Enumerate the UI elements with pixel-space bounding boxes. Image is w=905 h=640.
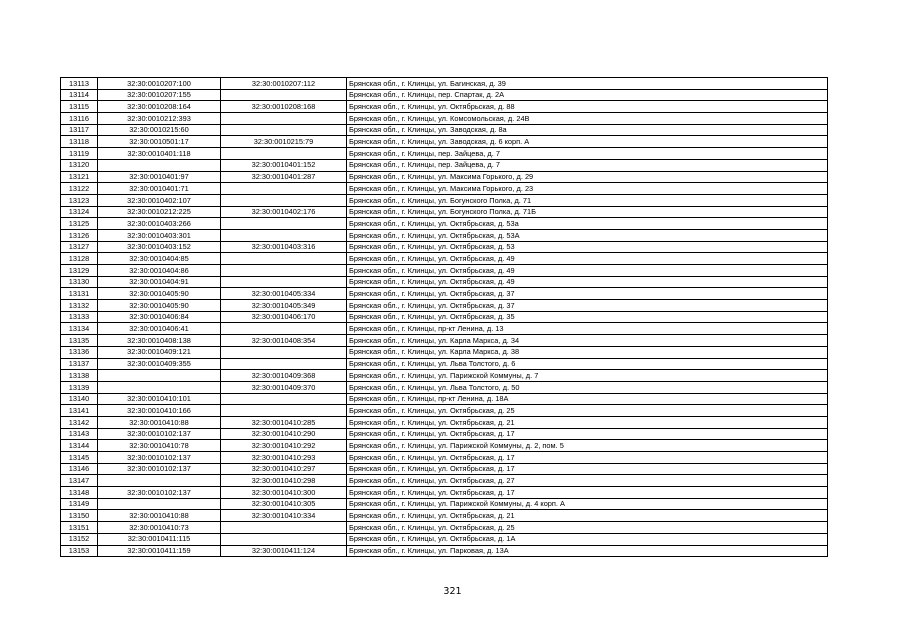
table-row xyxy=(61,428,828,440)
address-cell: Брянская обл., г. Клинцы, ул. Октябрьская, д. 25 xyxy=(347,405,828,417)
record-number-cell: 13129 xyxy=(61,265,98,277)
parcel-cadastral-number-cell: 32:30:0010409:355 xyxy=(98,358,221,370)
parcel-cadastral-number-cell: 32:30:0010410:101 xyxy=(98,393,221,405)
record-number-cell: 13134 xyxy=(61,323,98,335)
record-number-cell: 13140 xyxy=(61,393,98,405)
address-cell: Брянская обл., г. Клинцы, ул. Октябрьская, д. 25 xyxy=(347,522,828,534)
table-row xyxy=(61,405,828,417)
record-number-cell: 13116 xyxy=(61,113,98,125)
address-cell: Брянская обл., г. Клинцы, ул. Парковая, д. 13А xyxy=(347,545,828,557)
parcel-cadastral-number-cell: 32:30:0010212:225 xyxy=(98,206,221,218)
record-number-cell: 13132 xyxy=(61,300,98,312)
parcel-cadastral-number-cell xyxy=(98,475,221,487)
table-row xyxy=(61,452,828,464)
building-cadastral-number-cell xyxy=(221,533,347,545)
table-row xyxy=(61,323,828,335)
parcel-cadastral-number-cell: 32:30:0010402:107 xyxy=(98,194,221,206)
building-cadastral-number-cell: 32:30:0010410:285 xyxy=(221,416,347,428)
table-row xyxy=(61,229,828,241)
parcel-cadastral-number-cell: 32:30:0010403:266 xyxy=(98,218,221,230)
record-number-cell: 13147 xyxy=(61,475,98,487)
record-number-cell: 13137 xyxy=(61,358,98,370)
record-number-cell: 13133 xyxy=(61,311,98,323)
address-cell: Брянская обл., г. Клинцы, ул. Октябрьская, д. 21 xyxy=(347,510,828,522)
table-row xyxy=(61,475,828,487)
address-cell: Брянская обл., г. Клинцы, ул. Октябрьская, д. 35 xyxy=(347,311,828,323)
parcel-cadastral-number-cell: 32:30:0010410:88 xyxy=(98,510,221,522)
parcel-cadastral-number-cell: 32:30:0010410:73 xyxy=(98,522,221,534)
parcel-cadastral-number-cell: 32:30:0010406:41 xyxy=(98,323,221,335)
building-cadastral-number-cell: 32:30:0010410:334 xyxy=(221,510,347,522)
table-row xyxy=(61,498,828,510)
parcel-cadastral-number-cell: 32:30:0010405:90 xyxy=(98,300,221,312)
record-number-cell: 13141 xyxy=(61,405,98,417)
record-number-cell: 13115 xyxy=(61,101,98,113)
record-number-cell: 13150 xyxy=(61,510,98,522)
record-number-cell: 13118 xyxy=(61,136,98,148)
record-number-cell: 13114 xyxy=(61,89,98,101)
building-cadastral-number-cell: 32:30:0010408:354 xyxy=(221,335,347,347)
address-cell: Брянская обл., г. Клинцы, ул. Октябрьская, д. 37 xyxy=(347,300,828,312)
address-cell: Брянская обл., г. Клинцы, ул. Октябрьская, д. 53А xyxy=(347,229,828,241)
parcel-cadastral-number-cell: 32:30:0010403:152 xyxy=(98,241,221,253)
parcel-cadastral-number-cell xyxy=(98,370,221,382)
address-cell: Брянская обл., г. Клинцы, ул. Карла Маркса, д. 34 xyxy=(347,335,828,347)
building-cadastral-number-cell: 32:30:0010405:334 xyxy=(221,288,347,300)
table-row xyxy=(61,101,828,113)
building-cadastral-number-cell xyxy=(221,393,347,405)
table-row xyxy=(61,113,828,125)
table-row xyxy=(61,346,828,358)
record-number-cell: 13152 xyxy=(61,533,98,545)
building-cadastral-number-cell xyxy=(221,124,347,136)
address-cell: Брянская обл., г. Клинцы, пр-кт Ленина, д. 13 xyxy=(347,323,828,335)
building-cadastral-number-cell: 32:30:0010409:370 xyxy=(221,381,347,393)
record-number-cell: 13123 xyxy=(61,194,98,206)
building-cadastral-number-cell xyxy=(221,113,347,125)
record-number-cell: 13119 xyxy=(61,148,98,160)
table-row xyxy=(61,487,828,499)
building-cadastral-number-cell xyxy=(221,218,347,230)
table-row xyxy=(61,300,828,312)
building-cadastral-number-cell xyxy=(221,148,347,160)
record-number-cell: 13127 xyxy=(61,241,98,253)
table-row xyxy=(61,194,828,206)
building-cadastral-number-cell: 32:30:0010410:293 xyxy=(221,452,347,464)
building-cadastral-number-cell xyxy=(221,276,347,288)
parcel-cadastral-number-cell: 32:30:0010411:159 xyxy=(98,545,221,557)
address-cell: Брянская обл., г. Клинцы, ул. Октябрьская, д. 37 xyxy=(347,288,828,300)
parcel-cadastral-number-cell: 32:30:0010404:91 xyxy=(98,276,221,288)
address-cell: Брянская обл., г. Клинцы, ул. Заводская, д. 6 корп. А xyxy=(347,136,828,148)
address-cell: Брянская обл., г. Клинцы, ул. Октябрьская, д. 17 xyxy=(347,463,828,475)
record-number-cell: 13121 xyxy=(61,171,98,183)
record-number-cell: 13136 xyxy=(61,346,98,358)
building-cadastral-number-cell: 32:30:0010207:112 xyxy=(221,78,347,90)
registry-table-body xyxy=(61,78,828,557)
table-row xyxy=(61,522,828,534)
address-cell: Брянская обл., г. Клинцы, ул. Карла Маркса, д. 38 xyxy=(347,346,828,358)
table-row xyxy=(61,440,828,452)
parcel-cadastral-number-cell: 32:30:0010208:164 xyxy=(98,101,221,113)
table-row xyxy=(61,218,828,230)
parcel-cadastral-number-cell: 32:30:0010102:137 xyxy=(98,463,221,475)
parcel-cadastral-number-cell: 32:30:0010501:17 xyxy=(98,136,221,148)
parcel-cadastral-number-cell: 32:30:0010409:121 xyxy=(98,346,221,358)
record-number-cell: 13125 xyxy=(61,218,98,230)
parcel-cadastral-number-cell: 32:30:0010405:90 xyxy=(98,288,221,300)
record-number-cell: 13128 xyxy=(61,253,98,265)
table-row xyxy=(61,416,828,428)
address-cell: Брянская обл., г. Клинцы, ул. Октябрьская, д. 17 xyxy=(347,487,828,499)
building-cadastral-number-cell: 32:30:0010411:124 xyxy=(221,545,347,557)
address-cell: Брянская обл., г. Клинцы, ул. Октябрьская, д. 53 xyxy=(347,241,828,253)
building-cadastral-number-cell: 32:30:0010409:368 xyxy=(221,370,347,382)
table-row xyxy=(61,78,828,90)
parcel-cadastral-number-cell: 32:30:0010207:155 xyxy=(98,89,221,101)
parcel-cadastral-number-cell xyxy=(98,159,221,171)
parcel-cadastral-number-cell: 32:30:0010207:100 xyxy=(98,78,221,90)
table-row xyxy=(61,463,828,475)
address-cell: Брянская обл., г. Клинцы, ул. Октябрьская, д. 49 xyxy=(347,253,828,265)
address-cell: Брянская обл., г. Клинцы, ул. Октябрьская, д. 21 xyxy=(347,416,828,428)
record-number-cell: 13146 xyxy=(61,463,98,475)
parcel-cadastral-number-cell: 32:30:0010410:166 xyxy=(98,405,221,417)
record-number-cell: 13153 xyxy=(61,545,98,557)
address-cell: Брянская обл., г. Клинцы, ул. Парижской Коммуны, д. 7 xyxy=(347,370,828,382)
table-row xyxy=(61,253,828,265)
address-cell: Брянская обл., г. Клинцы, ул. Льва Толстого, д. 50 xyxy=(347,381,828,393)
parcel-cadastral-number-cell: 32:30:0010102:137 xyxy=(98,428,221,440)
building-cadastral-number-cell: 32:30:0010402:176 xyxy=(221,206,347,218)
record-number-cell: 13149 xyxy=(61,498,98,510)
parcel-cadastral-number-cell xyxy=(98,498,221,510)
address-cell: Брянская обл., г. Клинцы, ул. Октябрьская, д. 88 xyxy=(347,101,828,113)
building-cadastral-number-cell xyxy=(221,253,347,265)
record-number-cell: 13120 xyxy=(61,159,98,171)
record-number-cell: 13113 xyxy=(61,78,98,90)
table-row xyxy=(61,265,828,277)
table-row xyxy=(61,159,828,171)
address-cell: Брянская обл., г. Клинцы, ул. Богунского Полка, д. 71Б xyxy=(347,206,828,218)
parcel-cadastral-number-cell: 32:30:0010410:88 xyxy=(98,416,221,428)
table-row xyxy=(61,370,828,382)
table-row xyxy=(61,381,828,393)
record-number-cell: 13151 xyxy=(61,522,98,534)
building-cadastral-number-cell xyxy=(221,265,347,277)
parcel-cadastral-number-cell: 32:30:0010411:115 xyxy=(98,533,221,545)
building-cadastral-number-cell xyxy=(221,323,347,335)
parcel-cadastral-number-cell: 32:30:0010404:86 xyxy=(98,265,221,277)
address-cell: Брянская обл., г. Клинцы, ул. Октябрьская, д. 49 xyxy=(347,276,828,288)
address-cell: Брянская обл., г. Клинцы, ул. Октябрьская, д. 1А xyxy=(347,533,828,545)
building-cadastral-number-cell xyxy=(221,194,347,206)
address-cell: Брянская обл., г. Клинцы, ул. Октябрьская, д. 17 xyxy=(347,452,828,464)
building-cadastral-number-cell xyxy=(221,229,347,241)
record-number-cell: 13126 xyxy=(61,229,98,241)
record-number-cell: 13122 xyxy=(61,183,98,195)
record-number-cell: 13138 xyxy=(61,370,98,382)
table-row xyxy=(61,171,828,183)
table-row xyxy=(61,533,828,545)
address-cell: Брянская обл., г. Клинцы, ул. Октябрьская, д. 17 xyxy=(347,428,828,440)
table-row xyxy=(61,89,828,101)
address-cell: Брянская обл., г. Клинцы, пер. Спартак, д. 2А xyxy=(347,89,828,101)
address-cell: Брянская обл., г. Клинцы, пр-кт Ленина, д. 18А xyxy=(347,393,828,405)
address-cell: Брянская обл., г. Клинцы, ул. Октябрьская, д. 49 xyxy=(347,265,828,277)
address-cell: Брянская обл., г. Клинцы, ул. Максима Горького, д. 29 xyxy=(347,171,828,183)
record-number-cell: 13117 xyxy=(61,124,98,136)
parcel-cadastral-number-cell: 32:30:0010408:138 xyxy=(98,335,221,347)
address-cell: Брянская обл., г. Клинцы, ул. Максима Горького, д. 23 xyxy=(347,183,828,195)
record-number-cell: 13131 xyxy=(61,288,98,300)
record-number-cell: 13143 xyxy=(61,428,98,440)
record-number-cell: 13145 xyxy=(61,452,98,464)
parcel-cadastral-number-cell xyxy=(98,381,221,393)
table-row xyxy=(61,288,828,300)
building-cadastral-number-cell: 32:30:0010410:298 xyxy=(221,475,347,487)
table-row xyxy=(61,276,828,288)
building-cadastral-number-cell xyxy=(221,183,347,195)
building-cadastral-number-cell: 32:30:0010410:305 xyxy=(221,498,347,510)
building-cadastral-number-cell xyxy=(221,358,347,370)
parcel-cadastral-number-cell: 32:30:0010410:78 xyxy=(98,440,221,452)
address-cell: Брянская обл., г. Клинцы, ул. Октябрьская, д. 53а xyxy=(347,218,828,230)
building-cadastral-number-cell xyxy=(221,346,347,358)
address-cell: Брянская обл., г. Клинцы, пер. Зайцева, д. 7 xyxy=(347,159,828,171)
record-number-cell: 13139 xyxy=(61,381,98,393)
building-cadastral-number-cell: 32:30:0010410:300 xyxy=(221,487,347,499)
parcel-cadastral-number-cell: 32:30:0010212:393 xyxy=(98,113,221,125)
record-number-cell: 13142 xyxy=(61,416,98,428)
table-row xyxy=(61,510,828,522)
building-cadastral-number-cell: 32:30:0010215:79 xyxy=(221,136,347,148)
parcel-cadastral-number-cell: 32:30:0010401:71 xyxy=(98,183,221,195)
record-number-cell: 13124 xyxy=(61,206,98,218)
record-number-cell: 13130 xyxy=(61,276,98,288)
table-row xyxy=(61,148,828,160)
record-number-cell: 13148 xyxy=(61,487,98,499)
building-cadastral-number-cell: 32:30:0010406:170 xyxy=(221,311,347,323)
address-cell: Брянская обл., г. Клинцы, ул. Парижской Коммуны, д. 2, пом. 5 xyxy=(347,440,828,452)
table-row xyxy=(61,335,828,347)
address-cell: Брянская обл., г. Клинцы, ул. Парижской Коммуны, д. 4 корп. А xyxy=(347,498,828,510)
building-cadastral-number-cell xyxy=(221,405,347,417)
parcel-cadastral-number-cell: 32:30:0010401:97 xyxy=(98,171,221,183)
building-cadastral-number-cell xyxy=(221,522,347,534)
address-cell: Брянская обл., г. Клинцы, ул. Заводская, д. 8а xyxy=(347,124,828,136)
building-cadastral-number-cell: 32:30:0010410:290 xyxy=(221,428,347,440)
building-cadastral-number-cell: 32:30:0010401:152 xyxy=(221,159,347,171)
address-cell: Брянская обл., г. Клинцы, ул. Льва Толстого, д. 6 xyxy=(347,358,828,370)
page-number: 321 xyxy=(443,586,462,597)
building-cadastral-number-cell: 32:30:0010403:316 xyxy=(221,241,347,253)
parcel-cadastral-number-cell: 32:30:0010102:137 xyxy=(98,452,221,464)
building-cadastral-number-cell: 32:30:0010410:292 xyxy=(221,440,347,452)
address-cell: Брянская обл., г. Клинцы, ул. Богунского Полка, д. 71 xyxy=(347,194,828,206)
address-cell: Брянская обл., г. Клинцы, ул. Комсомольская, д. 24В xyxy=(347,113,828,125)
table-row xyxy=(61,241,828,253)
parcel-cadastral-number-cell: 32:30:0010403:301 xyxy=(98,229,221,241)
building-cadastral-number-cell: 32:30:0010208:168 xyxy=(221,101,347,113)
table-row xyxy=(61,124,828,136)
building-cadastral-number-cell: 32:30:0010405:349 xyxy=(221,300,347,312)
parcel-cadastral-number-cell: 32:30:0010215:60 xyxy=(98,124,221,136)
parcel-cadastral-number-cell: 32:30:0010404:85 xyxy=(98,253,221,265)
table-row xyxy=(61,311,828,323)
building-cadastral-number-cell xyxy=(221,89,347,101)
parcel-cadastral-number-cell: 32:30:0010102:137 xyxy=(98,487,221,499)
building-cadastral-number-cell: 32:30:0010410:297 xyxy=(221,463,347,475)
table-row xyxy=(61,545,828,557)
parcel-cadastral-number-cell: 32:30:0010406:84 xyxy=(98,311,221,323)
building-cadastral-number-cell: 32:30:0010401:287 xyxy=(221,171,347,183)
address-cell: Брянская обл., г. Клинцы, пер. Зайцева, д. 7 xyxy=(347,148,828,160)
address-cell: Брянская обл., г. Клинцы, ул. Октябрьская, д. 27 xyxy=(347,475,828,487)
registry-table xyxy=(60,77,828,557)
table-row xyxy=(61,183,828,195)
table-row xyxy=(61,206,828,218)
table-row xyxy=(61,393,828,405)
record-number-cell: 13144 xyxy=(61,440,98,452)
table-row xyxy=(61,358,828,370)
address-cell: Брянская обл., г. Клинцы, ул. Багинская, д. 39 xyxy=(347,78,828,90)
record-number-cell: 13135 xyxy=(61,335,98,347)
table-row xyxy=(61,136,828,148)
parcel-cadastral-number-cell: 32:30:0010401:118 xyxy=(98,148,221,160)
